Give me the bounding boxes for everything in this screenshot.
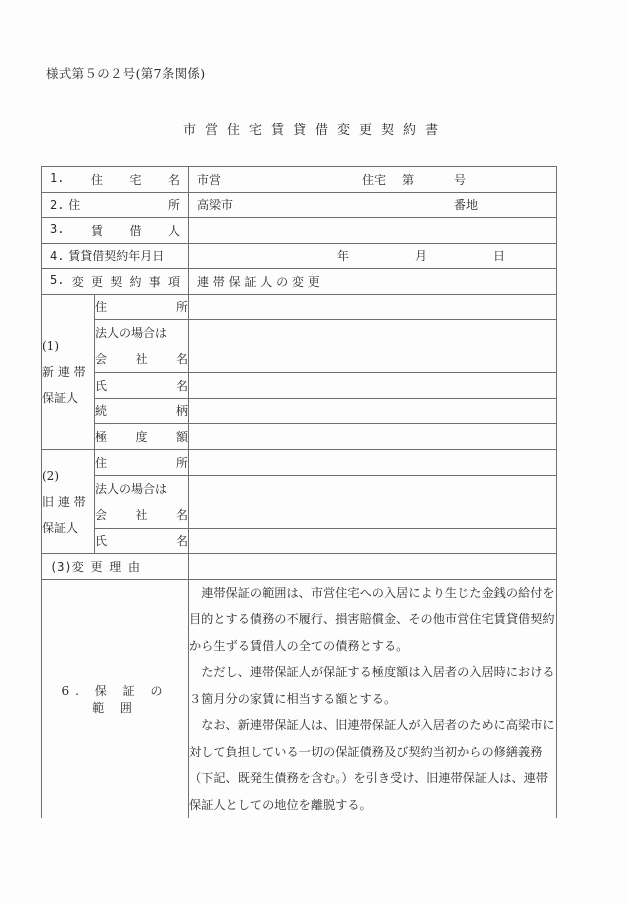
label-text: 旧 連 帯: [42, 494, 86, 509]
label-text: 保証人: [42, 520, 79, 535]
label-text: 社: [135, 352, 148, 366]
label-text: 法人の場合は: [95, 481, 168, 496]
label-text: 人: [167, 223, 180, 238]
label-text: 2.: [50, 198, 65, 213]
label-text: 住宅: [362, 172, 387, 187]
row-change-matter: [42, 269, 557, 295]
label-text: 住: [90, 172, 103, 187]
label-text: 続: [95, 404, 108, 419]
label-old-guarantor-company: [95, 475, 189, 528]
label-text: 4.: [50, 249, 65, 264]
label-text: (2): [42, 468, 59, 483]
label-text: 理: [109, 559, 122, 574]
label-text: 1.: [50, 170, 65, 185]
label-change-reason: [42, 554, 189, 580]
label-text: 番地: [454, 198, 479, 213]
label-text: 所: [175, 455, 188, 470]
label-text: (3): [50, 559, 72, 574]
label-guarantee-scope: 6. 保 証 の 範 囲: [42, 579, 189, 818]
field-address[interactable]: [189, 192, 557, 218]
old-guarantor-group-label: [42, 450, 95, 554]
label-text: 変: [71, 274, 84, 289]
label-text: 賃: [90, 223, 103, 238]
label-new-guarantor-company: [95, 320, 189, 373]
scope-paragraph-3: なお、新連帯保証人は、旧連帯保証人が入居者のために高梁市に対して負担している一切の保証債務及び契約当初からの修繕義務（下記、既発生債務を含む。）を引き受け、旧連帯保証人は、連帯保証人としての地位を離脱する。: [189, 718, 555, 812]
scope-paragraph-1: 連帯保証の範囲は、市営住宅への入居により生じた金銭の給付を目的とする債務の不履行、損害賠償金、その他市営住宅賃貸借契約から生ずる賃借人の全ての債務とする。: [189, 585, 555, 653]
row-address: [42, 192, 557, 218]
label-new-guarantor-relation: [95, 398, 189, 424]
label-text: 氏: [95, 534, 108, 549]
row-old-guarantor-company: [42, 475, 557, 528]
label-text: 所: [167, 198, 180, 213]
label-text: 賃貸借契約年月日: [68, 249, 165, 264]
row-housing-name: [42, 167, 557, 193]
label-text: 会: [95, 507, 108, 522]
field-new-guarantor-limit[interactable]: [189, 424, 557, 450]
label-old-guarantor-address: [95, 450, 189, 476]
row-lessee: [42, 218, 557, 244]
row-guarantee-scope: [42, 579, 557, 818]
row-new-guarantor-address: [42, 294, 557, 320]
field-old-guarantor-company[interactable]: [189, 475, 557, 528]
label-text: 保証人: [42, 390, 79, 405]
label-text: 名: [175, 534, 188, 549]
label-text: 5.: [50, 272, 65, 287]
label-old-guarantor-name: [95, 528, 189, 554]
document-title: 市営住宅賃貸借変更契約書: [182, 123, 447, 138]
scope-paragraph-2: ただし、連帯保証人が保証する極度額は入居者の入居時における３箇月分の家賃に相当する額とする。: [189, 665, 555, 706]
field-new-guarantor-name[interactable]: [189, 373, 557, 399]
label-text: 度: [135, 430, 148, 444]
label-text: 借: [129, 223, 142, 238]
new-guarantor-group-label: [42, 294, 95, 450]
label-change-matter: [42, 269, 189, 295]
row-new-guarantor-name: [42, 373, 557, 399]
label-text: 約: [129, 274, 142, 289]
label-text: 契: [110, 274, 123, 289]
field-old-guarantor-name[interactable]: [189, 528, 557, 554]
label-text: 日: [493, 249, 506, 264]
label-text: 月: [415, 249, 428, 264]
label-text: 高梁市: [197, 198, 234, 213]
form-number: 様式第５の２号(第7条関係): [46, 66, 206, 81]
label-text: 名: [175, 352, 188, 366]
field-old-guarantor-address[interactable]: [189, 450, 557, 476]
label-new-guarantor-address: [95, 294, 189, 320]
field-new-guarantor-company[interactable]: [189, 320, 557, 373]
label-text: 市営: [197, 172, 222, 187]
label-text: 項: [167, 274, 180, 289]
label-text: 極: [95, 430, 108, 444]
label-text: 住: [95, 455, 108, 470]
label-text: 更: [90, 559, 103, 574]
field-change-matter[interactable]: 連 帯 保 証 人 の 変 更: [189, 269, 557, 295]
field-lessee[interactable]: [189, 218, 557, 244]
field-new-guarantor-address[interactable]: [189, 294, 557, 320]
label-text: 法人の場合は: [95, 326, 168, 340]
label-text: 氏: [95, 378, 108, 393]
label-text: 由: [127, 559, 140, 574]
label-text: 事: [148, 274, 161, 289]
label-text: 号: [454, 172, 467, 187]
label-new-guarantor-name: [95, 373, 189, 399]
label-housing-name: [42, 167, 189, 193]
label-address: [42, 192, 189, 218]
row-new-guarantor-relation: [42, 398, 557, 424]
row-old-guarantor-name: [42, 528, 557, 554]
label-text: (1): [42, 338, 59, 353]
row-new-guarantor-company: [42, 320, 557, 373]
label-text: 年: [337, 249, 350, 264]
label-text: 社: [135, 507, 148, 522]
label-text: 名: [175, 378, 188, 393]
label-text: 3.: [50, 221, 65, 236]
row-new-guarantor-limit: [42, 424, 557, 450]
label-text: 住: [68, 198, 81, 213]
label-text: 第: [402, 172, 415, 187]
label-text: 名: [167, 172, 180, 187]
label-text: 名: [175, 507, 188, 522]
label-contract-date: [42, 243, 189, 269]
label-text: 変: [71, 559, 84, 574]
guarantee-scope-text: [189, 579, 557, 818]
field-change-reason[interactable]: [189, 554, 557, 580]
label-text: 宅: [129, 172, 142, 187]
label-text: 所: [175, 300, 188, 315]
label-text: 柄: [175, 404, 188, 419]
label-lessee: [42, 218, 189, 244]
label-text: 会: [95, 352, 108, 366]
field-contract-date[interactable]: [189, 243, 557, 269]
contract-table: [41, 166, 557, 818]
label-text: 更: [90, 274, 103, 289]
label-new-guarantor-limit: [95, 424, 189, 450]
label-text: 新 連 帯: [42, 364, 86, 379]
label-text: 額: [175, 430, 188, 444]
row-contract-date: [42, 243, 557, 269]
label-text: 住: [95, 300, 108, 315]
row-change-reason: [42, 554, 557, 580]
field-housing-name[interactable]: [189, 167, 557, 193]
row-old-guarantor-address: [42, 450, 557, 476]
field-new-guarantor-relation[interactable]: [189, 398, 557, 424]
